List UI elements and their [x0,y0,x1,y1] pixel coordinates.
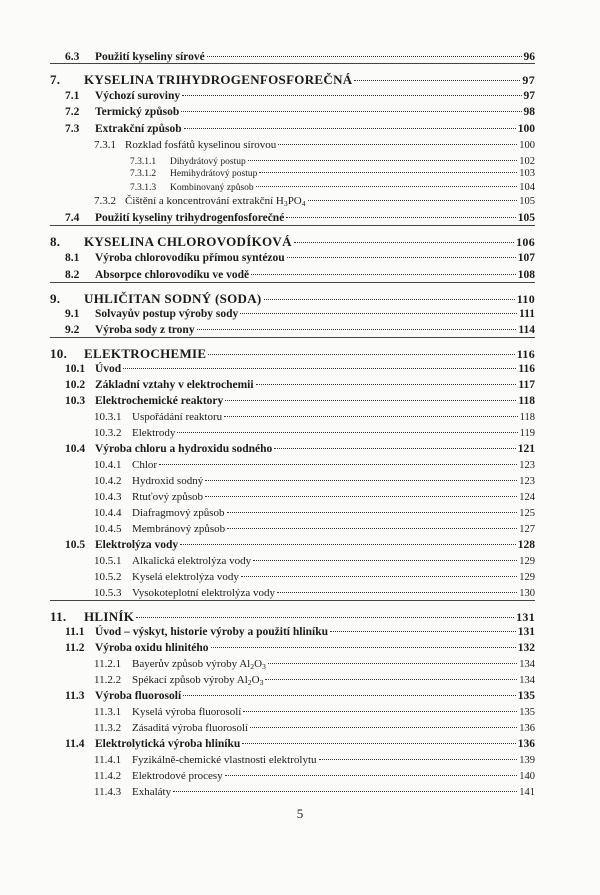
dot-leader [248,160,518,161]
dot-leader [197,329,517,330]
toc-entry-page: 96 [523,51,535,63]
toc-entry-title: Kyselá výroba fluorosolí [132,706,242,718]
toc-entry-chapter[interactable] [50,72,535,87]
toc-entry-page: 131 [517,626,535,638]
toc-entry-chapter[interactable] [50,609,535,624]
toc-entry-number: 10.1 [65,363,86,375]
toc-entry-title: Výroba sody z trony [95,324,195,336]
toc-entry-title: Extrakční způsob [95,123,182,135]
dot-leader [177,432,517,433]
dot-leader [205,480,517,481]
toc-entry-number: 7.3.2 [94,195,116,207]
dot-leader [265,679,517,680]
dot-leader [227,528,517,529]
toc-entry-title: Spékací způsob výroby $Al_2O_3$ [132,674,264,687]
toc-entry-page: 107 [517,252,535,264]
toc-entry-sub[interactable] [94,506,535,521]
toc-entry-title: Uspořádání reaktoru [132,411,223,423]
toc-entry-number: 9.2 [65,324,80,336]
toc-entry-page: 136 [519,723,535,734]
toc-entry-sub[interactable] [94,554,535,569]
toc-entry-sub[interactable] [94,474,535,489]
toc-entry-section[interactable] [65,211,535,226]
toc-entry-page: 132 [517,642,535,654]
toc-entry-number: 11.2.2 [94,674,122,686]
dot-leader [224,416,518,417]
toc-entry-number: 10.5.2 [94,571,122,583]
toc-entry-sub[interactable] [94,522,535,537]
toc-entry-title: Alkalická elektrolýza vody [132,555,252,567]
toc-entry-page: 139 [519,755,535,766]
dot-leader [181,111,521,112]
toc-entry-page: 127 [519,524,535,535]
dot-leader [136,617,514,618]
toc-entry-title: Hydroxid sodný [132,475,204,487]
toc-entry-title: Elektrodové procesy [132,770,223,782]
toc-entry-page: 134 [519,659,535,670]
toc-entry-title: Exhaláty [132,786,172,798]
toc-entry-page: 119 [519,428,535,439]
dot-leader [308,200,518,201]
toc-entry-page: 111 [519,308,535,320]
dot-leader [330,631,516,632]
toc-entry-title: Zásaditá výroba fluorosolí [132,722,249,734]
toc-entry-page: 129 [519,556,535,567]
toc-entry-title: KYSELINA TRIHYDROGENFOSFOREČNÁ [84,72,353,87]
dot-leader [240,313,517,314]
toc-entry-title: Elektrolýza vody [95,539,179,551]
dot-leader [251,274,516,275]
dot-leader [268,663,517,664]
toc-entry-title: Membránový způsob [132,523,226,535]
toc-entry-title: Solvayův postup výroby sody [95,308,239,320]
dot-leader [250,727,517,728]
dot-leader [225,775,518,776]
toc-entry-title: Termický způsob [95,106,180,118]
dot-leader [159,464,517,465]
toc-entry-title: Hemihydrátový postup [170,169,258,179]
toc-entry-subsub[interactable] [130,180,535,195]
toc-entry-page: 140 [519,771,535,782]
toc-entry-sub[interactable] [94,721,535,736]
toc-entry-title: Rozklad fosfátů kyselinou sírovou [125,139,277,151]
toc-entry-number: 7.3 [65,123,80,135]
toc-entry-page: 123 [519,476,535,487]
toc-entry-page: 100 [519,140,535,151]
toc-entry-section[interactable] [65,50,535,65]
toc-entry-page: 103 [519,168,535,179]
toc-entry-page: 105 [519,196,535,207]
dot-leader [173,791,517,792]
toc-entry-number: 11.4 [65,738,85,750]
toc-entry-title: Použití kyseliny trihydrogenfosforečné [95,212,285,224]
dot-leader [227,512,518,513]
toc-entry-page: 125 [519,508,535,519]
toc-entry-title: Elektrolytická výroba hliníku [95,738,241,750]
toc-entry-page: 136 [517,738,535,750]
toc-entry-page: 116 [518,363,535,375]
toc-entry-number: 10.3 [65,395,86,407]
dot-leader [294,242,514,243]
toc-entry-sub[interactable] [94,194,535,209]
toc-entry-number: 11.1 [65,626,85,638]
toc-entry-number: 9.1 [65,308,80,320]
toc-entry-title: Výroba chloru a hydroxidu sodného [95,443,273,455]
toc-entry-number: 7.1 [65,90,80,102]
toc-entry-number: 7.2 [65,106,80,118]
dot-leader [256,186,518,187]
toc-entry-number: 10.5.1 [94,555,122,567]
toc-entry-title: HLINÍK [84,609,135,624]
page-number: 5 [296,806,304,821]
toc-entry-number: 11.4.3 [94,786,122,798]
toc-entry-title: Rtuťový způsob [132,491,204,503]
toc-entry-number: 11.4.1 [94,754,122,766]
toc-entry-title: Čištění a koncentrování extrakční $H_3PO_4$ [125,195,306,208]
toc-entry-number: 6.3 [65,51,80,63]
toc-entry-page: 123 [519,460,535,471]
toc-entry-number: 10.4.4 [94,507,122,519]
toc-entry-number: 10.4.5 [94,523,122,535]
toc-entry-page: 114 [518,324,535,336]
dot-leader [256,384,517,385]
toc-entry-sub[interactable] [94,753,535,768]
toc-entry-number: 7. [50,72,61,87]
toc-entry-sub[interactable] [94,785,535,800]
toc-entry-sub[interactable] [94,673,535,688]
toc-entry-page: 110 [516,292,535,306]
toc-entry-number: 11.3.2 [94,722,122,734]
toc-entry-section[interactable] [65,442,535,457]
dot-leader [354,80,520,81]
toc-entry-title: Fyzikálně-chemické vlastnosti elektrolytu [132,754,317,766]
dot-leader [259,172,517,173]
dot-leader [208,354,514,355]
toc-entry-title: UHLIČITAN SODNÝ (SODA) [84,291,262,306]
toc-entry-title: Výroba chlorovodíku přímou syntézou [95,252,285,264]
toc-entry-sub[interactable] [94,657,535,672]
toc-entry-number: 10.3.2 [94,427,122,439]
toc-entry-title: Diafragmový způsob [132,507,225,519]
toc-entry-page: 121 [517,443,535,455]
dot-leader [319,759,518,760]
dot-leader [180,544,516,545]
toc-entry-page: 118 [519,412,535,423]
toc-entry-section[interactable] [65,323,535,338]
dot-leader [211,647,516,648]
toc-entry-title: Výchozí suroviny [95,90,181,102]
toc-entry-page: 135 [517,690,535,702]
toc-entry-section[interactable] [65,251,535,266]
toc-entry-sub[interactable] [94,570,535,585]
toc-entry-page: 129 [519,572,535,583]
toc-entry-section[interactable] [65,625,535,640]
toc-entry-page: 141 [519,787,535,798]
toc-entry-page: 97 [522,73,535,87]
toc-entry-number: 7.3.1.3 [130,183,157,193]
toc-entry-section[interactable] [65,307,535,322]
toc-entry-section[interactable] [65,122,535,137]
toc-entry-section[interactable] [65,737,535,752]
toc-entry-number: 10.4 [65,443,86,455]
toc-entry-section[interactable] [65,105,535,120]
toc-entry-page: 105 [517,212,535,224]
toc-entry-page: 131 [516,610,535,624]
toc-entry-number: 11.4.2 [94,770,122,782]
toc-entry-section[interactable] [65,268,535,283]
toc-entry-sub[interactable] [94,705,535,720]
toc-entry-number: 8.1 [65,252,80,264]
toc-entry-section[interactable] [65,641,535,656]
dot-leader [253,560,517,561]
toc-entry-number: 11.2 [65,642,85,654]
toc-entry-number: 7.3.1 [94,139,116,151]
dot-leader [241,576,517,577]
dot-leader [225,400,516,401]
toc-entry-title: Kombinovaný způsob [170,183,254,193]
toc-entry-title: Chlor [132,459,158,471]
toc-entry-number: 8. [50,234,61,249]
toc-entry-page: 118 [518,395,535,407]
toc-entry-chapter[interactable] [50,346,535,361]
toc-entry-page: 108 [517,269,535,281]
toc-entry-title: Absorpce chlorovodíku ve vodě [95,269,250,281]
toc-entry-sub[interactable] [94,426,535,441]
toc-entry-page: 104 [519,182,535,193]
dot-leader [183,695,516,696]
toc-entry-page: 106 [516,235,535,249]
dot-leader [243,711,517,712]
toc-entry-page: 102 [519,156,535,167]
dot-leader [205,496,517,497]
toc-entry-title: Použití kyseliny sírové [95,51,205,63]
toc-entry-number: 10. [50,346,68,361]
dot-leader [184,128,516,129]
toc-entry-page: 117 [518,379,535,391]
toc-entry-number: 7.3.1.1 [130,157,157,167]
dot-leader [242,743,515,744]
toc-entry-section[interactable] [65,689,535,704]
toc-entry-page: 134 [519,675,535,686]
toc-entry-page: 128 [517,539,535,551]
toc-entry-number: 7.4 [65,212,80,224]
toc-entry-sub[interactable] [94,586,535,601]
toc-entry-sub[interactable] [94,458,535,473]
toc-entry-page: 130 [519,588,535,599]
dot-leader [182,95,521,96]
toc-entry-title: Výroba oxidu hlinitého [95,642,209,654]
toc-entry-chapter[interactable] [50,291,535,306]
toc-entry-section[interactable] [65,89,535,104]
toc-entry-number: 10.5 [65,539,86,551]
toc-entry-number: 10.4.3 [94,491,122,503]
toc-entry-title: Dihydrátový postup [170,157,246,167]
toc-entry-title: Základní vztahy v elektrochemii [95,379,254,391]
toc-entry-number: 10.5.3 [94,587,122,599]
toc-entry-title: Výroba fluorosolí [95,690,182,702]
toc-entry-title: Úvod [95,363,122,375]
toc-entry-number: 8.2 [65,269,80,281]
toc-entry-title: Úvod – výskyt, historie výroby a použití hliníku [95,626,329,638]
toc-entry-number: 7.3.1.2 [130,169,157,179]
toc-entry-subsub[interactable] [130,166,535,181]
toc-entry-page: 97 [523,90,535,102]
toc-entry-section[interactable] [65,362,535,377]
toc-entry-sub[interactable] [94,490,535,505]
toc-entry-section[interactable] [65,378,535,393]
toc-entry-page: 124 [519,492,535,503]
dot-leader [287,257,516,258]
toc-entry-number: 11.3.1 [94,706,122,718]
toc-entry-number: 11.2.1 [94,658,122,670]
dot-leader [278,144,517,145]
toc-entry-chapter[interactable] [50,234,535,249]
toc-entry-section[interactable] [65,394,535,409]
toc-entry-number: 10.2 [65,379,86,391]
toc-entry-title: Vysokoteplotní elektrolýza vody [132,587,275,599]
toc-entry-number: 11.3 [65,690,85,702]
toc-entry-page: 98 [523,106,535,118]
toc-entry-sub[interactable] [94,769,535,784]
toc-entry-title: KYSELINA CHLOROVODÍKOVÁ [84,234,292,249]
dot-leader [207,56,522,57]
toc-entry-sub[interactable] [94,138,535,153]
toc-entry-title: Bayerův způsob výroby $Al_2O_3$ [132,658,266,671]
toc-entry-page: 116 [516,347,535,361]
dot-leader [274,448,516,449]
dot-leader [123,368,516,369]
toc-entry-section[interactable] [65,538,535,553]
toc-entry-page: 135 [519,707,535,718]
dot-leader [286,217,515,218]
toc-entry-number: 10.4.1 [94,459,122,471]
toc-entry-number: 9. [50,291,61,306]
toc-entry-sub[interactable] [94,410,535,425]
toc-entry-title: Elektrochemické reaktory [95,395,224,407]
dot-leader [277,592,517,593]
toc-entry-title: Elektrody [132,427,176,439]
toc-entry-page: 100 [517,123,535,135]
dot-leader [264,299,515,300]
toc-entry-number: 11. [50,609,67,624]
toc-entry-title: Kyselá elektrolýza vody [132,571,239,583]
toc-entry-number: 10.4.2 [94,475,122,487]
toc-entry-number: 10.3.1 [94,411,122,423]
toc-entry-title: ELEKTROCHEMIE [84,346,207,361]
